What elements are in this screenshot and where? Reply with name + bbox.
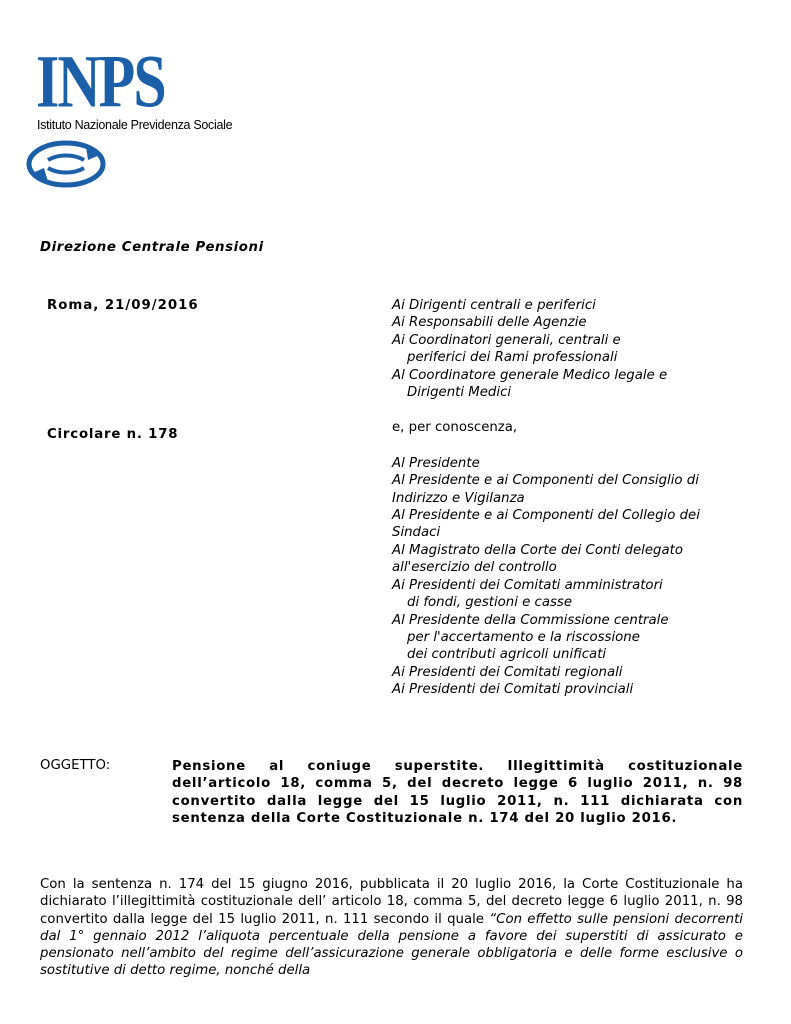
document-date: Roma, 21/09/2016: [47, 298, 199, 313]
subject-text: Pensione al coniuge superstite. Illegittimità costituzionale dell’articolo 18, comma 5, del decreto legge 6 luglio 2011, n. 98 convertito dalla legge del 15 luglio 2011, n. 111 dichiarata con sentenza della Corte Costituzionale n. 174 del 20 luglio 2016.: [172, 759, 743, 826]
recipient-line: Sindaci: [392, 525, 441, 541]
recipient-line: Ai Dirigenti centrali e periferici: [392, 298, 596, 313]
recipient-line: Ai Coordinatori generali, centrali e: [392, 332, 621, 348]
body-intro: Con la sentenza n. 174 del 15 giugno 2016, pubblicata il 20 luglio 2016, la Corte Costituzionale ha dichiarato l’illegittimità costituzionale dell’ articolo 18, comma 5, del decreto legge 6 luglio 2011, n. 98 convertito dalla legge del 15 luglio 2011, n. 111 secondo il quale: [40, 877, 743, 927]
recipient-line: Indirizzo e Vigilanza: [392, 490, 525, 506]
body-quote: “Con effetto sulle pensioni decorrenti dal 1° gennaio 2012 l’aliquota percentuale della pensione a favore dei superstiti di assicurato e pensionato nell’ambito del regime dell’assicurazione generale obbligatoria e delle forme esclusive o sostitutive di detto regime, nonché della: [40, 911, 744, 979]
recipient-line: Dirigenti Medici: [407, 385, 512, 401]
recipient-line: Ai Presidenti dei Comitati regionali: [392, 664, 623, 680]
logo-subtitle: Istituto Nazionale Previdenza Sociale: [37, 118, 233, 132]
circolare-number: Circolare n. 178: [47, 427, 179, 442]
recipient-line: Al Magistrato della Corte dei Conti delegato: [392, 542, 683, 558]
recipient-line: Al Presidente e ai Componenti del Collegio dei: [392, 508, 700, 524]
subject-label: OGGETTO:: [40, 758, 111, 773]
recipient-line: per l'accertamento e la riscossione: [407, 629, 640, 645]
recipient-line: Ai Presidenti dei Comitati amministratori: [392, 577, 663, 593]
recipient-line: all'esercizio del controllo: [392, 560, 557, 576]
body-paragraph: [40, 876, 743, 980]
recipient-line: Al Presidente: [392, 455, 480, 471]
recipient-line: periferici dei Rami professionali: [407, 350, 618, 366]
inps-logo: INPS: [36, 40, 165, 123]
recipient-line: Al Coordinatore generale Medico legale e: [392, 367, 668, 383]
recipients-block: [392, 297, 752, 699]
direction-title: Direzione Centrale Pensioni: [40, 240, 264, 255]
per-conoscenza: e, per conoscenza,: [392, 420, 518, 436]
recipient-line: Ai Presidenti dei Comitati provinciali: [392, 682, 634, 698]
recipient-line: Ai Responsabili delle Agenzie: [392, 315, 587, 331]
inps-emblem-icon: [26, 140, 110, 188]
recipient-line: Al Presidente e ai Componenti del Consiglio di: [392, 473, 699, 489]
recipient-line: dei contributi agricoli unificati: [407, 647, 607, 663]
recipient-line: Al Presidente della Commissione centrale: [392, 612, 669, 628]
recipient-line: di fondi, gestioni e casse: [407, 595, 573, 611]
